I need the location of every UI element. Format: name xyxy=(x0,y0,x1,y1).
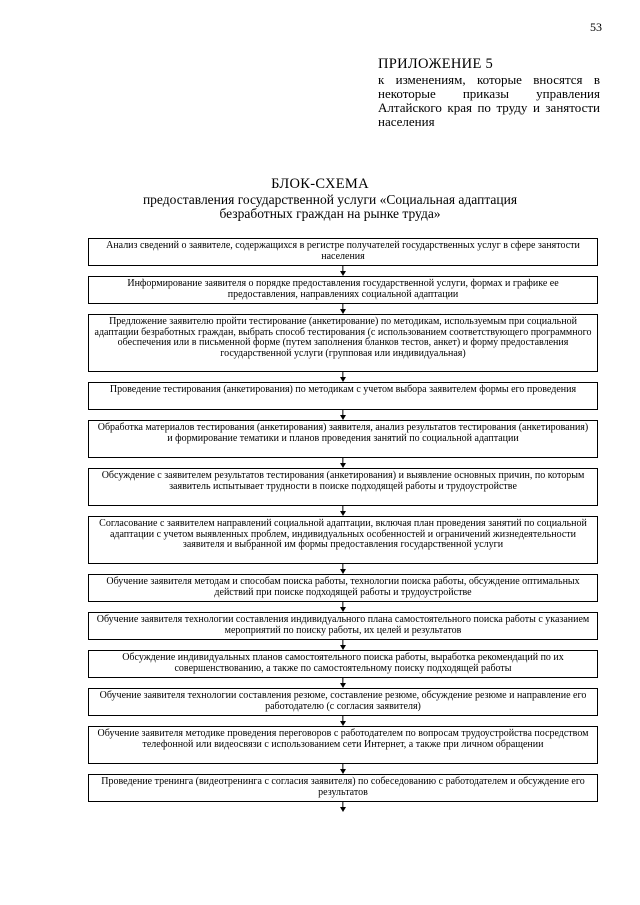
flow-step-5: Обработка материалов тестирования (анкетирования) заявителя, анализ результатов тестирования (анкетирования) и формирование тематики и планов проведения занятий по социальной адаптации xyxy=(88,420,598,458)
flow-arrow-12 xyxy=(88,764,598,774)
flow-step-13: Проведение тренинга (видеотренинга с согласия заявителя) по собеседованию с работодателем и обсуждение его результатов xyxy=(88,774,598,802)
flow-arrow-8 xyxy=(88,602,598,612)
flow-step-4: Проведение тестирования (анкетирования) по методикам с учетом выбора заявителем формы его проведения xyxy=(88,382,598,410)
flow-step-7: Согласование с заявителем направлений социальной адаптации, включая план проведения занятий по социальной адаптации с учетом выявленных проблем, индивидуальных особенностей и ограничений жизнедеятельности заявителя и выбранной им формы предоставления государственной услуги xyxy=(88,516,598,564)
flow-step-2: Информирование заявителя о порядке предоставления государственной услуги, формах и графике ее предоставления, направлениях социальной адаптации xyxy=(88,276,598,304)
flow-step-8: Обучение заявителя методам и способам поиска работы, технологии поиска работы, обсуждение оптимальных действий при поиске подходящей работы и трудоустройстве xyxy=(88,574,598,602)
flow-arrow-11 xyxy=(88,716,598,726)
scheme-subtitle: предоставления государственной услуги «Социальная адаптация безработных граждан на рынке труда» xyxy=(142,192,518,221)
page-number: 53 xyxy=(590,20,602,34)
flow-step-6: Обсуждение с заявителем результатов тестирования (анкетирования) и выявление основных причин, по которым заявитель испытывает трудности в поиске подходящей работы и трудоустройстве xyxy=(88,468,598,506)
flow-arrow-1 xyxy=(88,266,598,276)
appendix-title: ПРИЛОЖЕНИЕ 5 xyxy=(378,56,494,72)
appendix-text: к изменениям, которые вносятся в некоторые приказы управления Алтайского края по труду и занятости населения xyxy=(378,72,600,129)
flow-arrow-6 xyxy=(88,506,598,516)
flowchart xyxy=(88,238,598,812)
flow-arrow-13 xyxy=(88,802,598,812)
flow-arrow-9 xyxy=(88,640,598,650)
flow-step-9: Обучение заявителя технологии составления индивидуального плана самостоятельного поиска работы с указанием мероприятий по поиску работы, их целей и результатов xyxy=(88,612,598,640)
flow-step-11: Обучение заявителя технологии составления резюме, составление резюме, обсуждение резюме и направление его работодателю (с согласия заявителя) xyxy=(88,688,598,716)
flow-step-1: Анализ сведений о заявителе, содержащихся в регистре получателей государственных услуг в сфере занятости населения xyxy=(88,238,598,266)
flow-arrow-4 xyxy=(88,410,598,420)
flow-step-3: Предложение заявителю пройти тестирование (анкетирование) по методикам, используемым при социальной адаптации безработных граждан, выбрать способ тестирования (с использованием соответствующего программного обеспечения или в письменной форме (путем заполнения бланков тестов, анкет) и форму предоставления государственной услуги (групповая или индивидуальная) xyxy=(88,314,598,372)
flow-arrow-5 xyxy=(88,458,598,468)
flow-step-12: Обучение заявителя методике проведения переговоров с работодателем по вопросам трудоустройства посредством телефонной или видеосвязи с использованием сети Интернет, а также при личном обращении xyxy=(88,726,598,764)
scheme-title: БЛОК-СХЕМА xyxy=(271,176,369,192)
flow-arrow-3 xyxy=(88,372,598,382)
flow-arrow-2 xyxy=(88,304,598,314)
flow-step-10: Обсуждение индивидуальных планов самостоятельного поиска работы, выработка рекомендаций по их совершенствованию, а также по самостоятельному поиску подходящей работы xyxy=(88,650,598,678)
flow-arrow-7 xyxy=(88,564,598,574)
appendix-block xyxy=(378,56,600,129)
flow-arrow-10 xyxy=(88,678,598,688)
